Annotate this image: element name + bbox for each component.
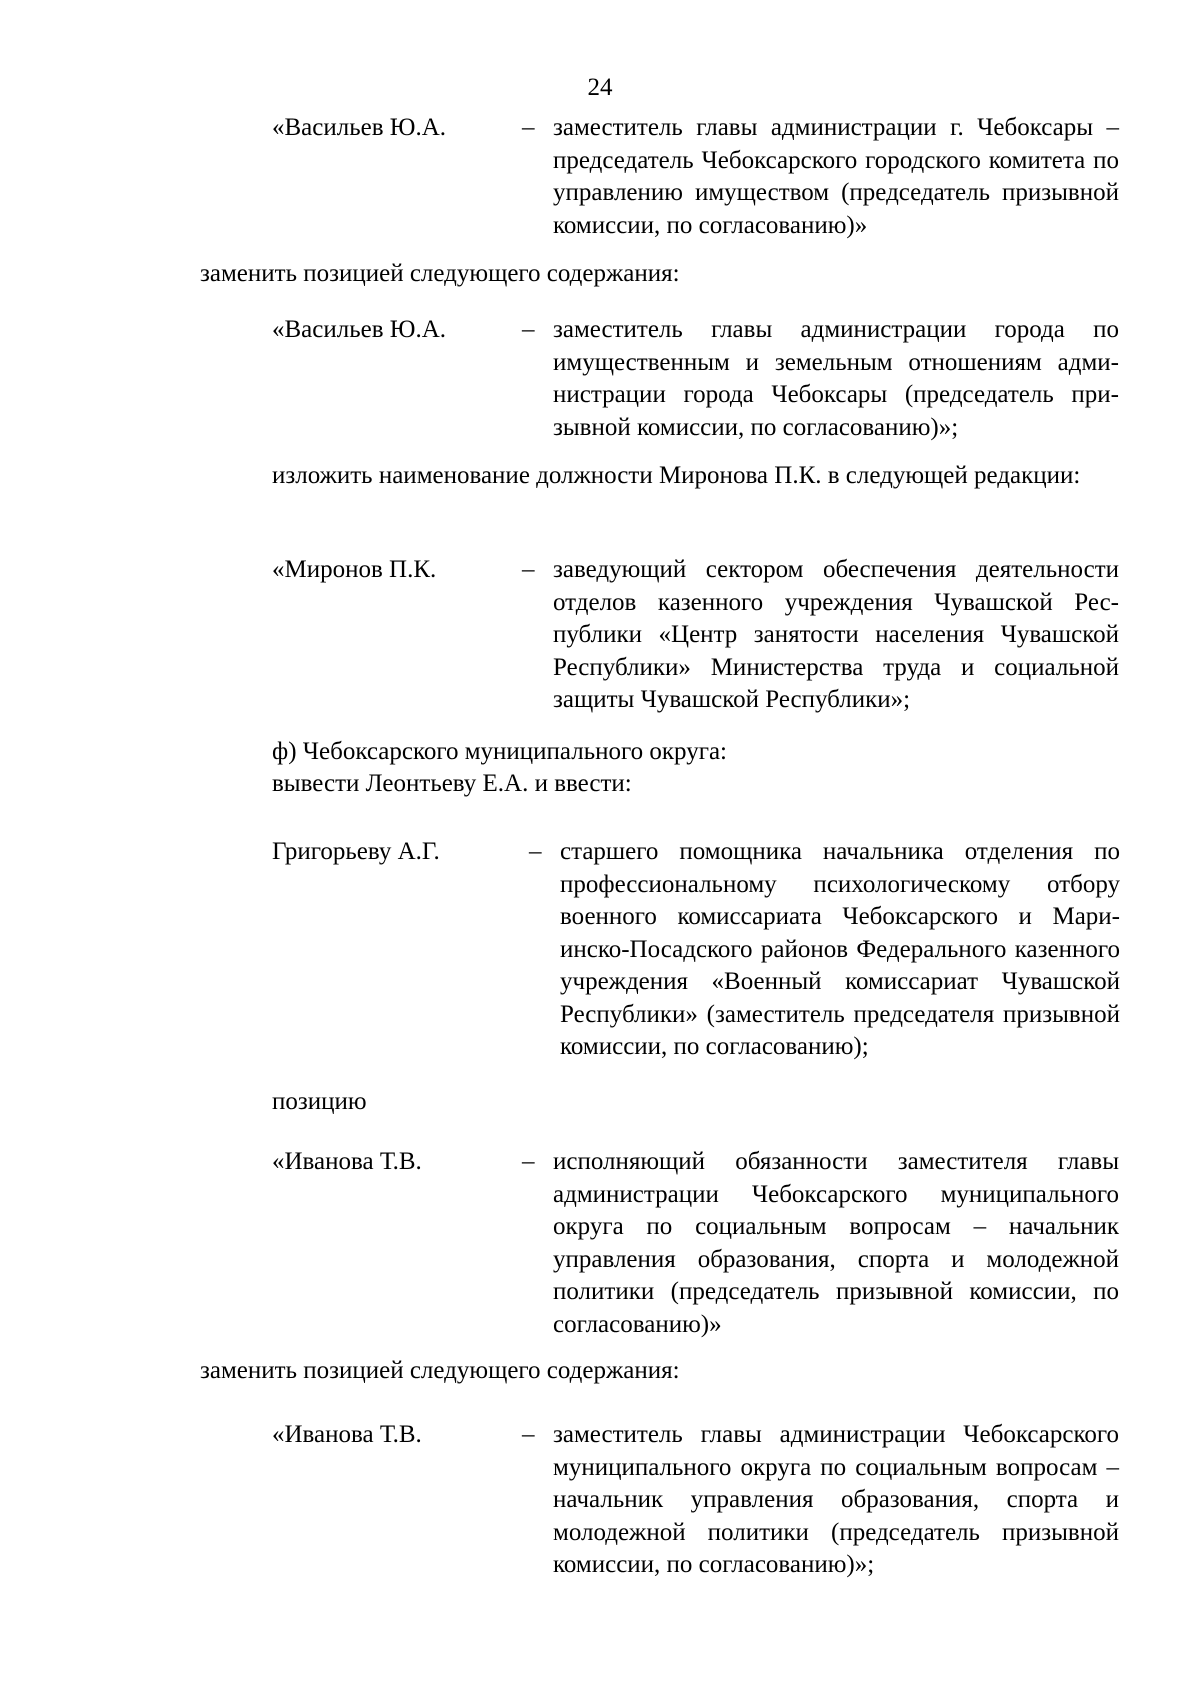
member-name: Григорьеву А.Г. [272, 838, 440, 865]
member-name: «Иванова Т.В. [272, 1148, 422, 1175]
instruction-position: позицию [272, 1088, 367, 1115]
member-position: заместитель главы администрации города по имущественным и земельным отношениям администрации города Чебоксары (председатель призывной комиссии, по согласованию)»; [553, 316, 1119, 441]
entry-dash: – [522, 1421, 535, 1448]
instruction-replace: заменить позицией следующего содержания: [200, 1357, 680, 1384]
member-position: заместитель главы администрации Чебоксарского муниципального округа по социальным вопросам – начальник управления образования, спорта и молодежной политики (председатель призывной комиссии, по согласованию)»; [553, 1421, 1119, 1578]
entry-dash: – [522, 556, 535, 583]
entry-dash: – [522, 316, 535, 343]
member-position: заведующий сектором обеспечения деятельности отделов казенного учреждения Чувашской Республики «Центр занятости населения Чувашской Республики» Министерства труда и социальной защиты Чувашской Республики»; [553, 556, 1119, 713]
member-name: «Васильев Ю.А. [272, 316, 447, 343]
instruction-replace: заменить позицией следующего содержания: [200, 260, 680, 287]
member-name: «Миронов П.К. [272, 556, 437, 583]
instruction-remove-add: вывести Леонтьеву Е.А. и ввести: [272, 770, 632, 797]
member-position: исполняющий обязанности заместителя главы администрации Чебоксарского муниципального округа по социальным вопросам – начальник управления образования, спорта и молодежной политики (председатель призывной комиссии, по согласованию)» [553, 1148, 1119, 1338]
member-name: «Васильев Ю.А. [272, 114, 447, 141]
entry-dash: – [522, 1148, 535, 1175]
instruction-edit-position: изложить наименование должности Миронова П.К. в следующей редакции: [272, 462, 1081, 489]
member-name: «Иванова Т.В. [272, 1421, 422, 1448]
section-heading: ф) Чебоксарского муниципального округа: [272, 738, 727, 765]
page-number: 24 [587, 74, 613, 101]
member-position: старшего помощника начальника отделения по профессиональному психологическому отбору военного комиссариата Чебоксарского и Мариинско-Посадского районов Федерального казенного учреждения «Военный комиссариат Чувашской Республики» (заместитель председателя призывной комиссии, по согласованию); [560, 838, 1120, 1060]
entry-dash: – [529, 838, 542, 865]
member-position: заместитель главы администрации г. Чебоксары – председатель Чебоксарского городского комитета по управлению имуществом (председатель призывной комиссии, по согласованию)» [553, 114, 1119, 239]
entry-dash: – [522, 114, 535, 141]
